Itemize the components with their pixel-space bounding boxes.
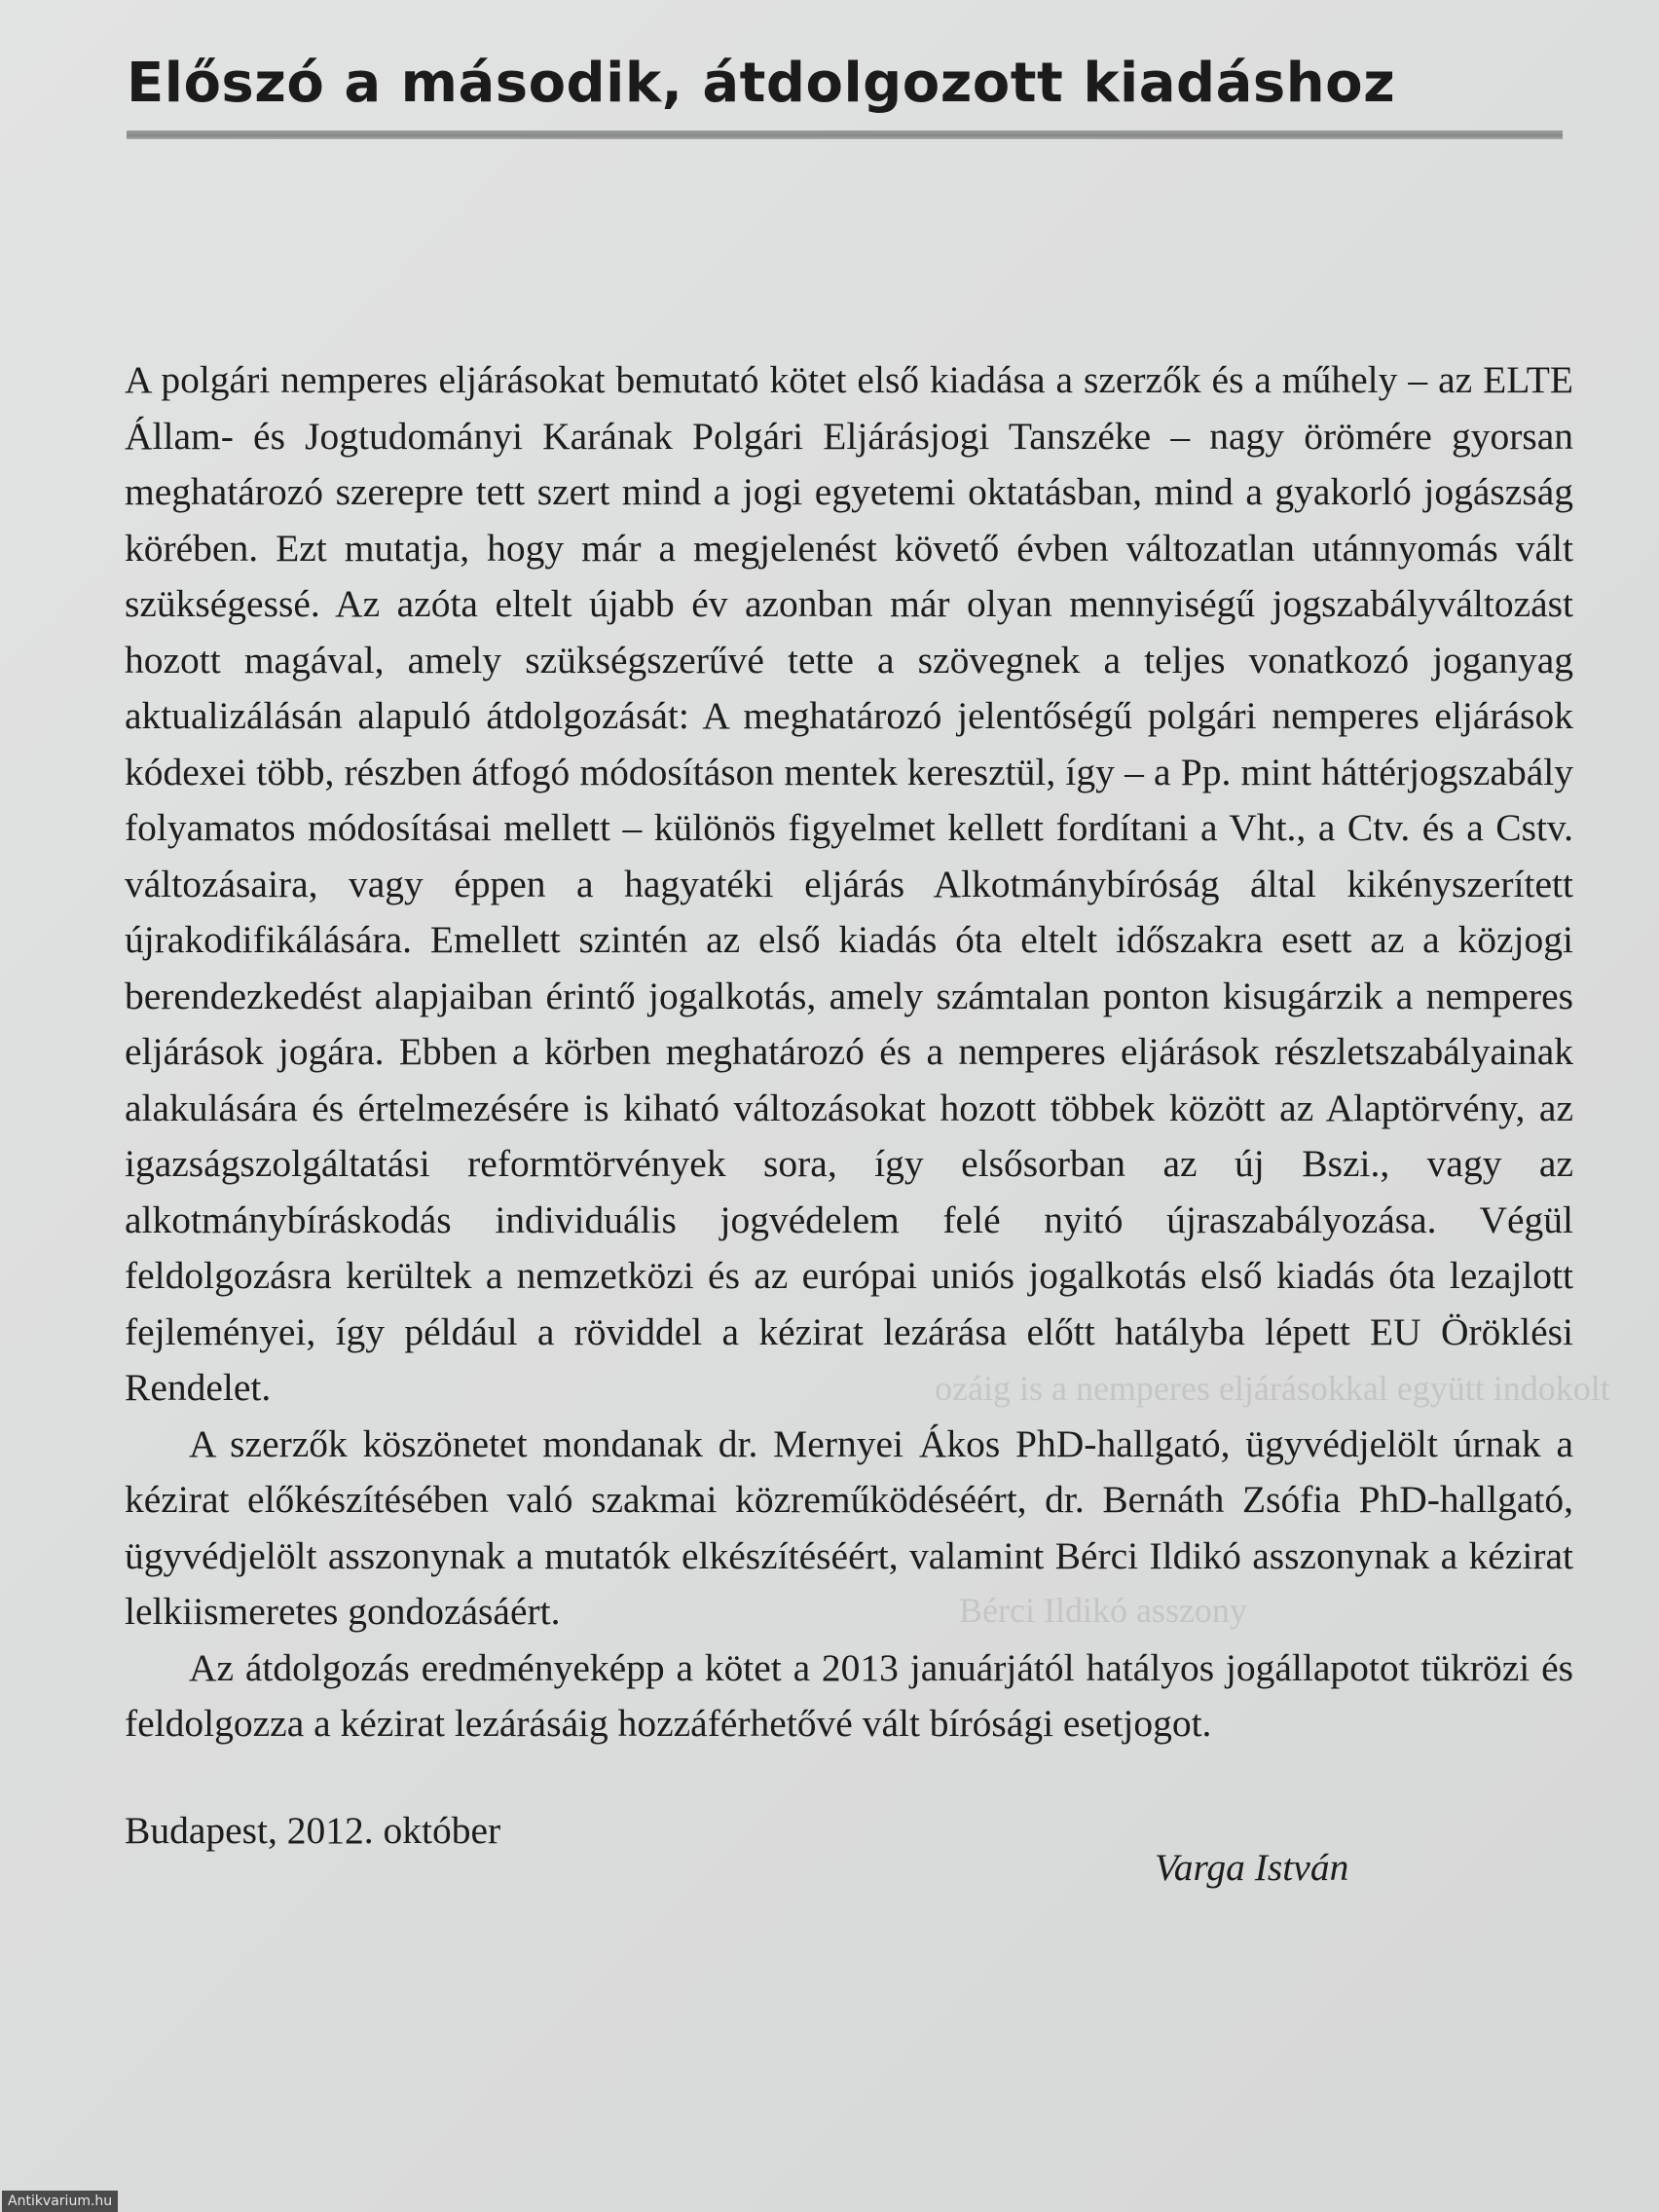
watermark: Antikvarium.hu — [2, 2191, 118, 2212]
author-signature: Varga István — [1155, 1846, 1349, 1889]
bleed-through-text: ozáig is a nemperes eljárásokkal együtt indokolt — [935, 1369, 1610, 1408]
bleed-through-text: Bérci Ildikó asszony — [959, 1591, 1247, 1630]
body-text — [125, 352, 1573, 1752]
paragraph: A polgári nemperes eljárásokat bemutató kötet első kiadása a szerzők és a műhely – az ELTE Állam- és Jogtudományi Karának Polgári Eljárásjogi Tanszéke – nagy örömére gyorsan meghatározó szerepre tett szert mind a jogi egyetemi oktatásban, mind a gyakorló jogászság körében. Ezt mutatja, hogy már a megjelenést követő évben változatlan utánnyomás vált szükségessé. Az azóta eltelt újabb év azonban már olyan mennyiségű jogszabályváltozást hozott magával, amely szükségszerűvé tette a szövegnek a teljes vonatkozó joganyag aktualizálásán alapuló átdolgozását: A meghatározó jelentőségű polgári nemperes eljárások kódexei több, részben átfogó módosításon mentek keresztül, így – a Pp. mint háttérjogszabály folyamatos módosításai mellett – különös figyelmet kellett fordítani a Vht., a Ctv. és a Cstv. változásaira, vagy éppen a hagyatéki eljárás Alkotmánybíróság által kikényszerített újrakodifikálására. Emellett szintén az első kiadás óta eltelt időszakra esett az a közjogi berendezkedést alapjaiban érintő jogalkotás, amely számtalan ponton kisugárzik a nemperes eljárások jogára. Ebben a körben meghatározó és a nemperes eljárások részletszabályainak alakulására és értelmezésére is kiható változásokat hozott többek között az Alaptörvény, az igazságszolgáltatási reformtörvények sora, így elsősorban az új Bszi., vagy az alkotmánybíráskodás individuális jogvédelem felé nyitó újraszabályozása. Végül feldolgozásra kerültek a nemzetközi és az európai uniós jogalkotás első kiadás óta lezajlott fejleményei, így például a röviddel a kézirat lezárása előtt hatályba lépett EU Öröklési Rendelet. — [125, 358, 1573, 1409]
paragraph: A szerzők köszönetet mondanak dr. Mernyei Ákos PhD-hallgató, ügyvédjelölt úrnak a kézirat előkészítésében való szakmai közreműködéséért, dr. Bernáth Zsófia PhD-hallgató, ügyvédjelölt asszonynak a mutatók elkészítéséért, valamint Bérci Ildikó asszonynak a kézirat lelkiismeretes gondozásáért. — [125, 1421, 1573, 1633]
page-title: Előszó a második, átdolgozott kiadáshoz — [127, 52, 1396, 115]
heading-underline — [127, 130, 1563, 139]
heading — [127, 51, 1567, 116]
paragraph: Az átdolgozás eredményeképp a kötet a 2013 januárjától hatályos jogállapotot tükrözi és feldolgozza a kézirat lezárásáig hozzáférhetővé vált bírósági esetjogot. — [125, 1645, 1573, 1745]
place-date: Budapest, 2012. október — [125, 1809, 501, 1852]
